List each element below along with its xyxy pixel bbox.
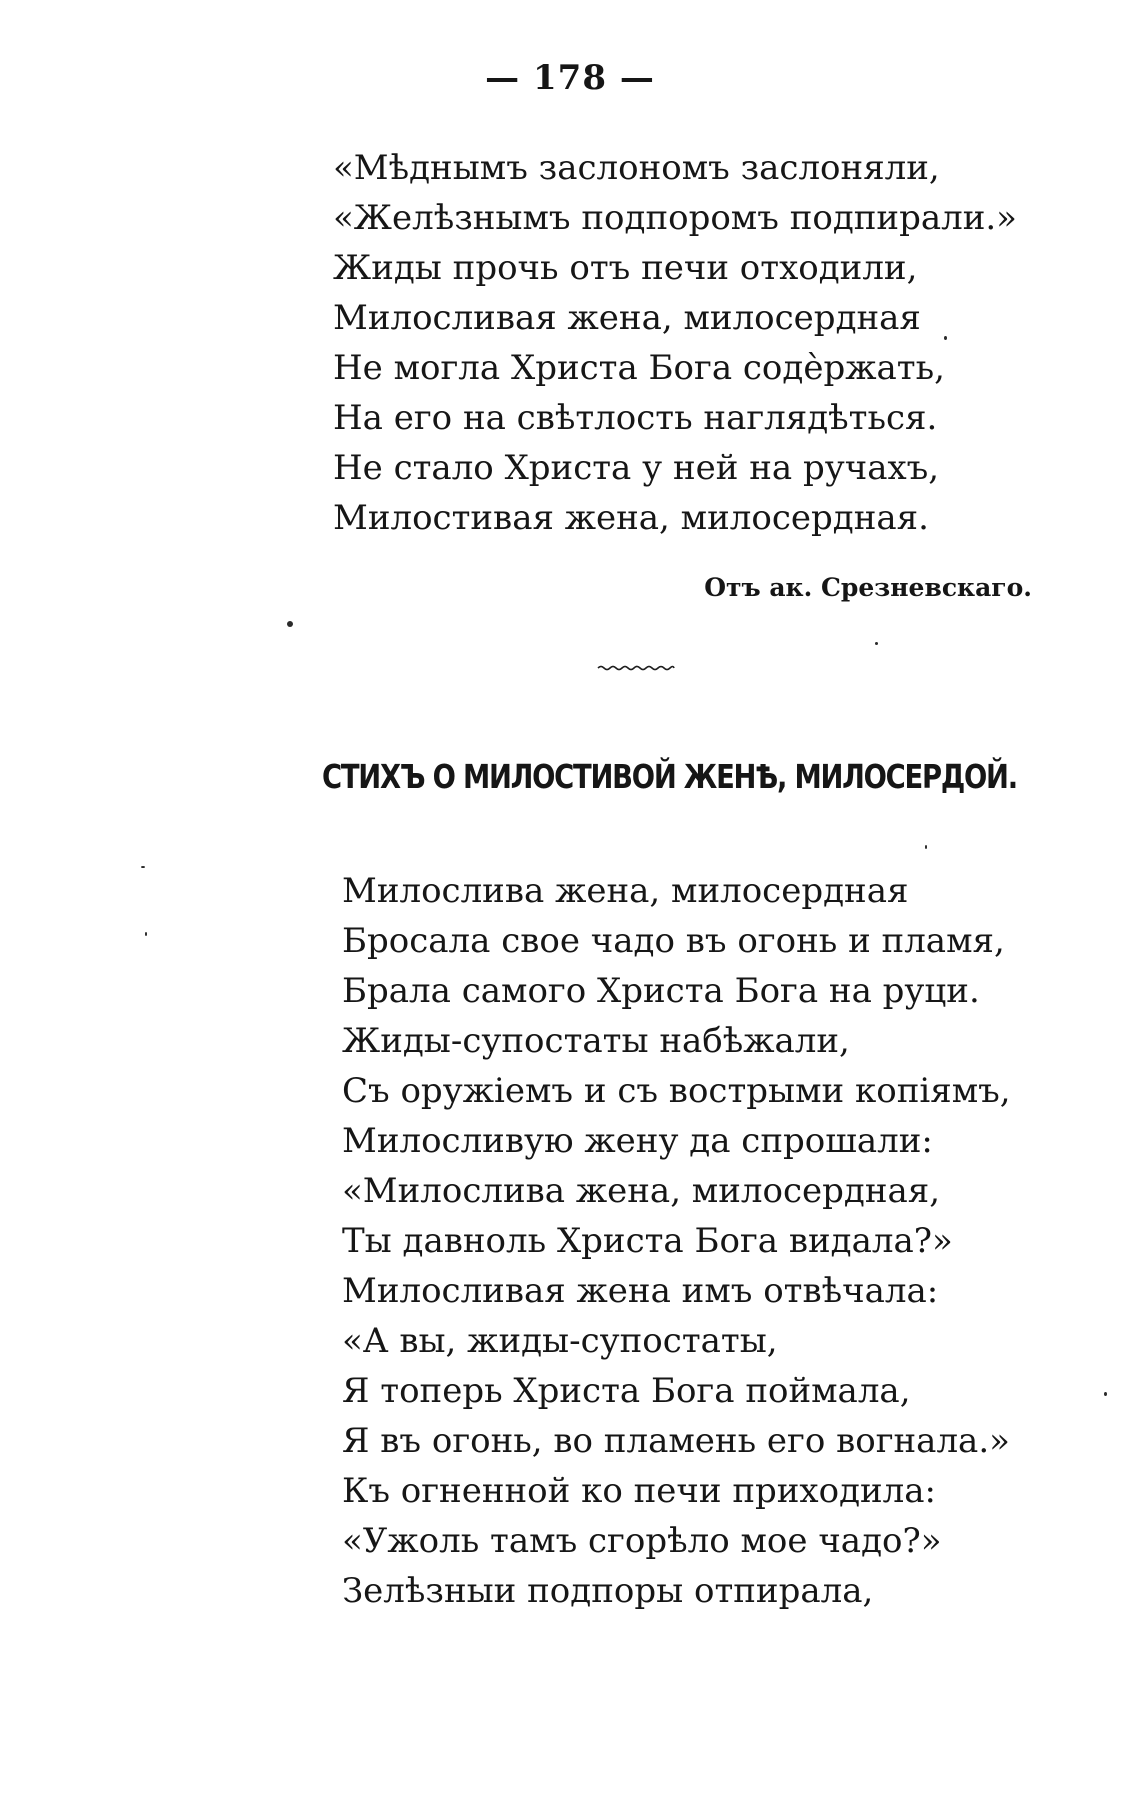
poem-line: Съ оружіемъ и съ вострыми копіямъ,	[342, 1071, 1011, 1111]
poem-line: Не могла Христа Бога содѐржать,	[333, 348, 945, 388]
second-poem-stanza	[342, 866, 1011, 1616]
first-poem-stanza	[333, 143, 1017, 543]
page-number: — 178 —	[485, 58, 655, 98]
poem-line: Милосливая жена имъ отвѣчала:	[342, 1271, 939, 1311]
poem-line: Бросала свое чадо въ огонь и пламя,	[342, 921, 1005, 961]
poem-line: «А вы, жиды-супостаты,	[342, 1321, 778, 1361]
poem-line: Брала самого Христа Бога на руци.	[342, 971, 980, 1011]
poem-line: На его на свѣтлость наглядѣться.	[333, 398, 938, 438]
poem-line: Не стало Христа у ней на ручахъ,	[333, 448, 940, 488]
ink-speck	[145, 932, 147, 936]
source-attribution: Отъ ак. Срезневскаго.	[704, 573, 1032, 602]
poem-line: «Милослива жена, милосердная,	[342, 1171, 941, 1211]
poem-line: Я въ огонь, во пламень его вогнала.»	[342, 1421, 1010, 1461]
poem-line: Милосливую жену да спрошали:	[342, 1121, 933, 1161]
poem-line: Ты давноль Христа Бога видала?»	[342, 1221, 953, 1261]
ink-speck	[875, 642, 878, 645]
poem-line: «Желѣзнымъ подпоромъ подпирали.»	[333, 198, 1017, 238]
poem-line: Милосливая жена, милосердная	[333, 298, 921, 338]
poem-title: СТИХЪ О МИЛОСТИВОЙ ЖЕНѢ, МИЛОСЕРДОЙ.	[322, 757, 1017, 796]
ink-speck	[1104, 1392, 1107, 1396]
poem-line: Милостивая жена, милосердная.	[333, 498, 929, 538]
ink-speck	[141, 866, 145, 868]
poem-line: Я топерь Христа Бога поймала,	[342, 1371, 911, 1411]
poem-line: Милослива жена, милосердная	[342, 871, 909, 911]
wavy-divider	[597, 664, 675, 672]
poem-line: «Мѣднымъ заслономъ заслоняли,	[333, 148, 940, 188]
poem-line: Зелѣзныи подпоры отпирала,	[342, 1571, 874, 1611]
ink-speck	[944, 336, 947, 340]
ink-speck	[287, 621, 293, 627]
poem-line: «Ужоль тамъ сгорѣло мое чадо?»	[342, 1521, 942, 1561]
ink-speck	[925, 845, 927, 849]
poem-line: Жиды прочь отъ печи отходили,	[333, 248, 918, 288]
poem-line: Къ огненной ко печи приходила:	[342, 1471, 936, 1511]
poem-line: Жиды-супостаты набѣжали,	[342, 1021, 850, 1061]
